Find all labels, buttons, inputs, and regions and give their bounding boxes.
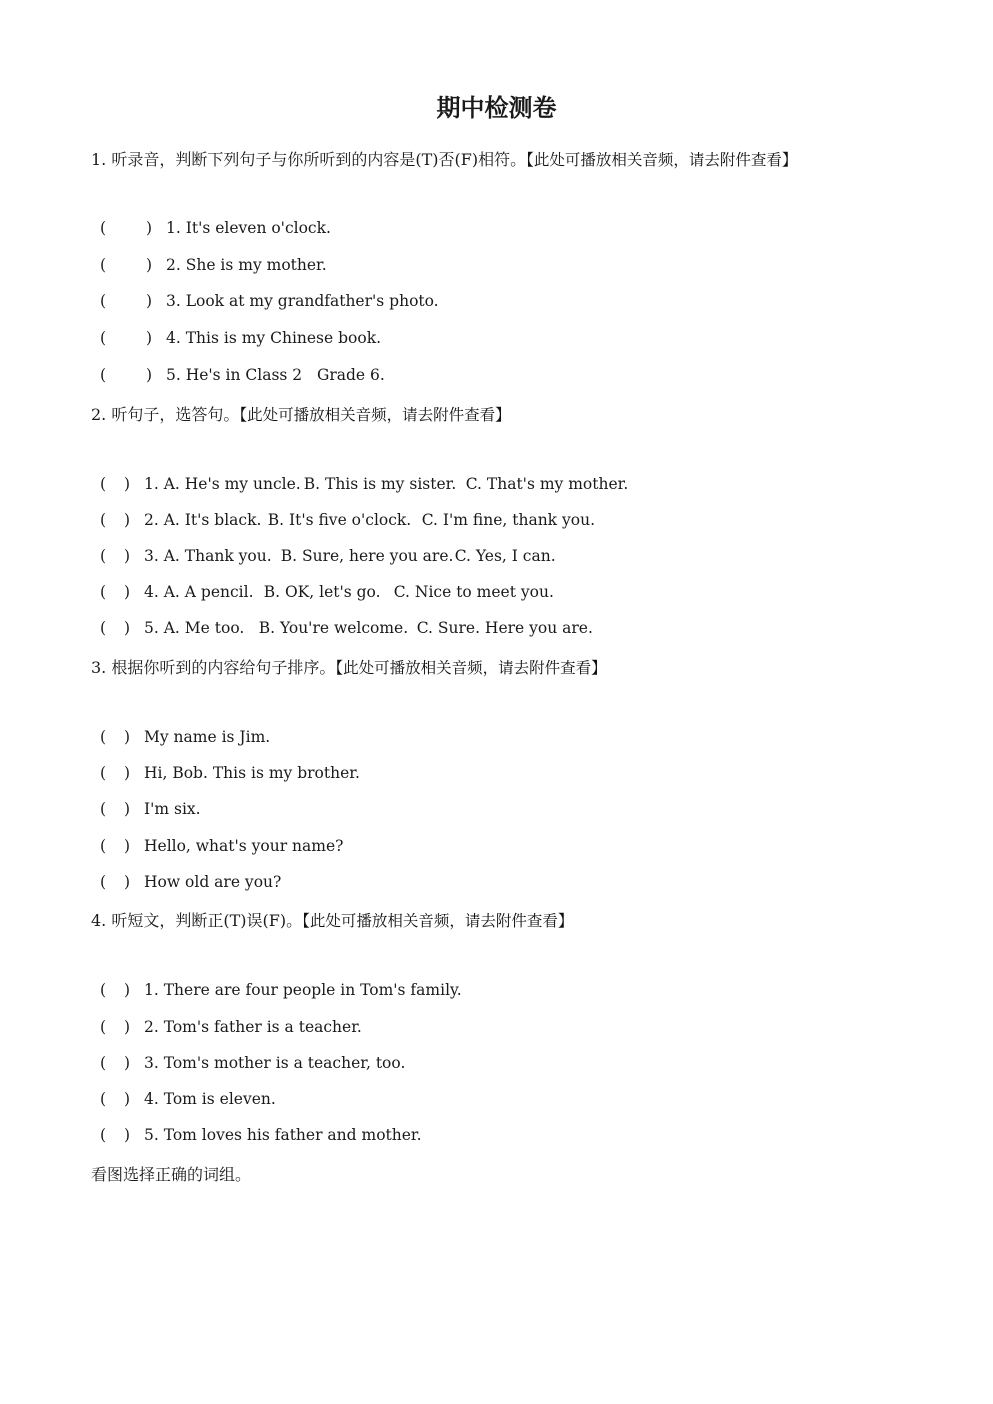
item-text: 3. Look at my grandfather's photo. — [166, 292, 439, 310]
answer-paren-open[interactable]: ( — [100, 219, 107, 237]
answer-paren-open[interactable]: ( — [100, 475, 107, 493]
answer-paren-open[interactable]: ( — [100, 728, 107, 746]
section-2-heading — [91, 402, 511, 425]
list-item — [100, 366, 385, 384]
answer-paren-close: ) — [146, 329, 153, 347]
item-text: 5. Tom loves his father and mother. — [144, 1126, 422, 1144]
answer-paren-close: ) — [124, 837, 131, 855]
section-5-heading: 看图选择正确的词组。 — [91, 1165, 252, 1184]
answer-paren-close: ) — [124, 764, 131, 782]
section-4-heading-text: 4. 听短文，判断正(T)误(F)。 — [91, 911, 303, 930]
section-2-heading-text: 2. 听句子，选答句。 — [91, 405, 240, 424]
list-item — [100, 1090, 276, 1108]
list-item — [100, 873, 281, 891]
list-item — [100, 764, 360, 782]
option-b: B. You're welcome. — [258, 619, 409, 637]
answer-paren-close: ) — [124, 728, 131, 746]
answer-paren-close: ) — [124, 1054, 131, 1072]
section-3-heading-text: 3. 根据你听到的内容给句子排序。 — [91, 658, 336, 677]
list-item — [100, 1054, 405, 1072]
answer-paren-close: ) — [124, 511, 131, 529]
section-1-heading-text: 1. 听录音，判断下列句子与你所听到的内容是(T)否(F)相符。 — [91, 150, 527, 169]
item-text: 1. There are four people in Tom's family. — [144, 981, 462, 999]
answer-paren-open[interactable]: ( — [100, 1126, 107, 1144]
item-text: 4. Tom is eleven. — [144, 1090, 276, 1108]
audio-note: 【此处可播放相关音频，请去附件查看】 — [239, 406, 511, 424]
answer-paren-open[interactable]: ( — [100, 837, 107, 855]
list-item — [100, 728, 270, 746]
answer-paren-close: ) — [124, 547, 131, 565]
list-item — [100, 800, 201, 818]
answer-paren-close: ) — [124, 873, 131, 891]
item-text: 3. Tom's mother is a teacher, too. — [144, 1054, 406, 1072]
answer-paren-open[interactable]: ( — [100, 1054, 107, 1072]
answer-paren-close: ) — [146, 219, 153, 237]
answer-paren-open[interactable]: ( — [100, 292, 107, 310]
option-b: B. This is my sister. — [303, 475, 457, 493]
list-item — [100, 511, 595, 529]
item-number: 4. — [144, 583, 159, 601]
answer-paren-close: ) — [124, 800, 131, 818]
option-a: A. A pencil. — [163, 583, 254, 601]
list-item — [100, 256, 327, 274]
item-number: 3. — [144, 547, 159, 565]
item-text: 5. He's in Class 2 Grade 6. — [166, 366, 385, 384]
answer-paren-close: ) — [124, 1090, 131, 1108]
option-a: A. It's black. — [163, 511, 262, 529]
section-1-heading — [91, 147, 797, 170]
audio-note: 【此处可播放相关音频，请去附件查看】 — [526, 151, 798, 169]
option-a: A. Thank you. — [163, 547, 272, 565]
answer-paren-open[interactable]: ( — [100, 511, 107, 529]
option-c: C. Yes, I can. — [454, 547, 556, 565]
item-number: 5. — [144, 619, 159, 637]
item-text: How old are you? — [144, 873, 282, 891]
list-item — [100, 583, 554, 601]
answer-paren-close: ) — [146, 366, 153, 384]
item-text: Hello, what's your name? — [144, 837, 344, 855]
answer-paren-open[interactable]: ( — [100, 764, 107, 782]
option-b: B. Sure, here you are. — [280, 547, 454, 565]
answer-paren-open[interactable]: ( — [100, 256, 107, 274]
answer-paren-open[interactable]: ( — [100, 366, 107, 384]
audio-note: 【此处可播放相关音频，请去附件查看】 — [302, 912, 574, 930]
option-c: C. I'm fine, thank you. — [421, 511, 596, 529]
list-item — [100, 619, 593, 637]
list-item — [100, 981, 462, 999]
option-a: A. Me too. — [163, 619, 245, 637]
answer-paren-open[interactable]: ( — [100, 981, 107, 999]
list-item — [100, 547, 556, 565]
item-text: I'm six. — [144, 800, 201, 818]
option-c: C. Sure. Here you are. — [416, 619, 593, 637]
option-c: C. Nice to meet you. — [393, 583, 554, 601]
item-text: Hi, Bob. This is my brother. — [144, 764, 360, 782]
answer-paren-close: ) — [146, 256, 153, 274]
page-title: 期中检测卷 — [436, 94, 557, 122]
answer-paren-close: ) — [124, 981, 131, 999]
list-item — [100, 475, 628, 493]
option-b: B. OK, let's go. — [263, 583, 381, 601]
answer-paren-open[interactable]: ( — [100, 329, 107, 347]
answer-paren-close: ) — [146, 292, 153, 310]
item-number: 2. — [144, 511, 159, 529]
answer-paren-open[interactable]: ( — [100, 800, 107, 818]
answer-paren-open[interactable]: ( — [100, 873, 107, 891]
option-c: C. That's my mother. — [465, 475, 629, 493]
section-3-heading — [91, 655, 607, 678]
answer-paren-open[interactable]: ( — [100, 1018, 107, 1036]
answer-paren-close: ) — [124, 475, 131, 493]
section-4-heading — [91, 908, 573, 931]
item-text: 2. Tom's father is a teacher. — [144, 1018, 362, 1036]
list-item — [100, 219, 331, 237]
audio-note: 【此处可播放相关音频，请去附件查看】 — [335, 659, 607, 677]
option-b: B. It's five o'clock. — [267, 511, 412, 529]
list-item — [100, 837, 343, 855]
answer-paren-open[interactable]: ( — [100, 1090, 107, 1108]
answer-paren-open[interactable]: ( — [100, 547, 107, 565]
answer-paren-close: ) — [124, 619, 131, 637]
answer-paren-close: ) — [124, 1126, 131, 1144]
item-text: My name is Jim. — [144, 728, 271, 746]
answer-paren-open[interactable]: ( — [100, 619, 107, 637]
list-item — [100, 1018, 362, 1036]
item-number: 1. — [144, 475, 159, 493]
item-text: 1. It's eleven o'clock. — [166, 219, 331, 237]
item-text: 4. This is my Chinese book. — [166, 329, 382, 347]
answer-paren-close: ) — [124, 583, 131, 601]
list-item — [100, 292, 439, 310]
list-item — [100, 329, 381, 347]
option-a: A. He's my uncle. — [163, 475, 301, 493]
answer-paren-close: ) — [124, 1018, 131, 1036]
item-text: 2. She is my mother. — [166, 256, 327, 274]
list-item — [100, 1126, 422, 1144]
answer-paren-open[interactable]: ( — [100, 583, 107, 601]
